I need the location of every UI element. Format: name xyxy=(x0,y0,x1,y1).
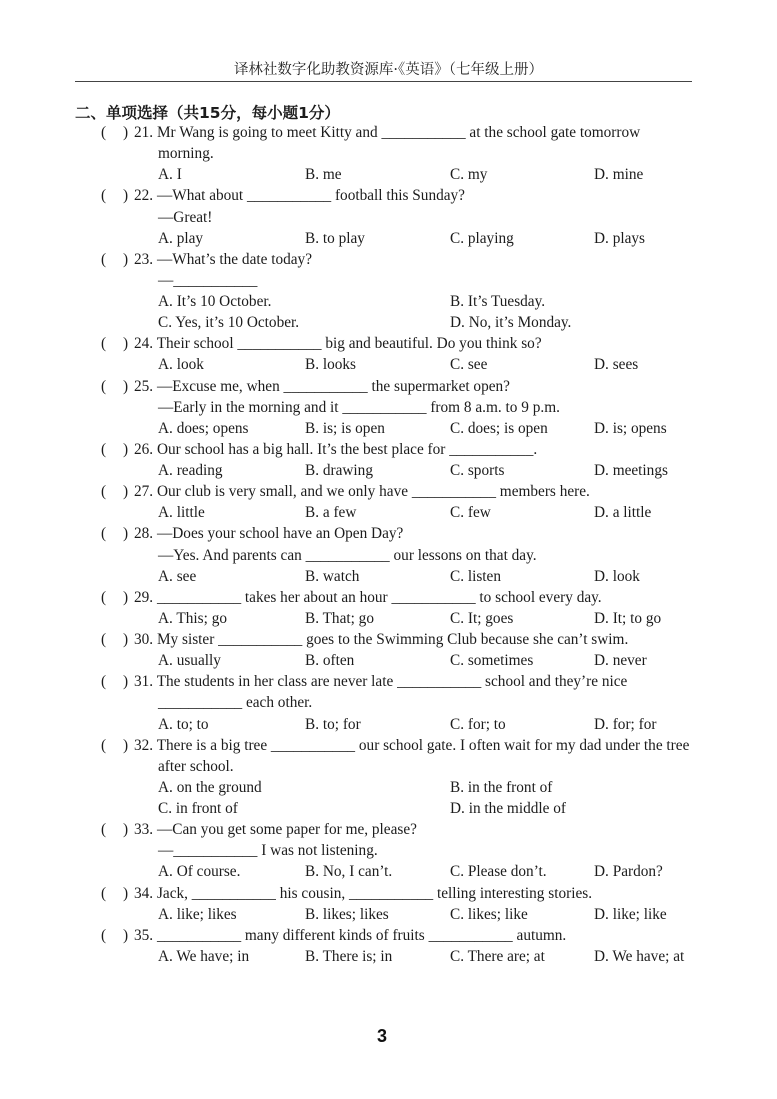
option-c: C. Please don’t. xyxy=(450,863,547,881)
answer-bracket-close: ) xyxy=(123,483,129,501)
question-head xyxy=(134,587,602,608)
question-stem-continuation: —Early in the morning and it ___________ from 8 a.m. to 9 p.m. xyxy=(158,398,560,416)
answer-bracket-open: ( xyxy=(101,335,107,353)
answer-bracket-open: ( xyxy=(101,124,107,141)
answer-bracket-open: ( xyxy=(101,377,107,395)
answer-bracket-open: ( xyxy=(101,187,107,205)
header-divider xyxy=(75,81,692,82)
options-row xyxy=(0,164,777,185)
option-a: A. I xyxy=(158,166,182,184)
option-b: B. That; go xyxy=(305,609,374,627)
question-number: 27. xyxy=(134,483,154,501)
option-b: B. watch xyxy=(305,567,360,585)
question-stem: Jack, ___________ his cousin, ___________ telling interesting stories. xyxy=(156,884,593,902)
option-d: D. like; like xyxy=(594,905,667,923)
question-head xyxy=(134,439,537,460)
question-line xyxy=(0,270,777,291)
question-line xyxy=(0,756,777,777)
option-b: B. often xyxy=(305,652,355,670)
question-list xyxy=(0,122,777,967)
answer-bracket-close: ) xyxy=(123,335,129,353)
question-21 xyxy=(0,122,777,185)
question-stem-continuation: after school. xyxy=(158,757,234,775)
question-31 xyxy=(0,671,777,734)
answer-bracket-close: ) xyxy=(123,884,129,902)
question-number: 31. xyxy=(134,673,154,691)
question-line xyxy=(0,249,777,270)
question-stem-continuation: morning. xyxy=(158,145,214,163)
question-stem: Their school ___________ big and beautiful. Do you think so? xyxy=(156,335,542,353)
question-stem: Our school has a big hall. It’s the best place for ___________. xyxy=(156,440,538,458)
question-stem: —What’s the date today? xyxy=(156,250,312,268)
options-row xyxy=(0,228,777,249)
question-line xyxy=(0,207,777,228)
answer-bracket-close: ) xyxy=(123,588,129,606)
question-line xyxy=(0,545,777,566)
section-title: 二、单项选择（共15分，每小题1分） xyxy=(75,104,340,122)
question-number: 22. xyxy=(134,187,154,205)
options-row xyxy=(0,291,777,312)
options-row xyxy=(0,354,777,375)
question-line xyxy=(0,481,777,502)
answer-bracket-open: ( xyxy=(101,588,107,606)
option-d: D. plays xyxy=(594,229,645,247)
question-stem: —Can you get some paper for me, please? xyxy=(156,821,417,839)
option-c: C. few xyxy=(450,504,491,522)
question-number: 32. xyxy=(134,736,154,754)
question-26 xyxy=(0,439,777,481)
option-a: A. see xyxy=(158,567,197,585)
question-27 xyxy=(0,481,777,523)
option-c: C. in front of xyxy=(158,800,238,817)
question-line xyxy=(0,333,777,354)
options-row xyxy=(0,650,777,671)
answer-bracket-close: ) xyxy=(123,631,129,648)
question-number: 30. xyxy=(134,631,154,648)
option-d: D. look xyxy=(594,567,640,585)
question-29 xyxy=(0,587,777,629)
options-row xyxy=(0,861,777,882)
options-row xyxy=(0,460,777,481)
question-23 xyxy=(0,249,777,334)
option-c: C. playing xyxy=(450,229,514,247)
option-b: B. There is; in xyxy=(305,947,393,965)
question-34 xyxy=(0,883,777,925)
question-32 xyxy=(0,735,777,820)
options-row xyxy=(0,777,777,798)
question-line xyxy=(0,376,777,397)
question-line xyxy=(0,819,777,840)
question-head xyxy=(134,376,510,397)
option-a: A. usually xyxy=(158,652,221,670)
option-a: A. play xyxy=(158,229,204,247)
question-number: 21. xyxy=(134,124,154,141)
option-d: D. in the middle of xyxy=(450,800,566,817)
option-d: D. No, it’s Monday. xyxy=(450,314,572,332)
question-stem-continuation: —___________ xyxy=(158,271,258,289)
question-line xyxy=(0,735,777,756)
answer-bracket-open: ( xyxy=(101,483,107,501)
question-number: 25. xyxy=(134,377,154,395)
answer-bracket-open: ( xyxy=(101,250,107,268)
option-c: C. does; is open xyxy=(450,419,548,437)
option-b: B. to; for xyxy=(305,715,361,733)
question-stem: The students in her class are never late ___________ school and they’re nice xyxy=(156,673,628,691)
page-number: 3 xyxy=(376,1026,387,1046)
question-line xyxy=(0,587,777,608)
question-head xyxy=(134,735,689,756)
option-b: B. a few xyxy=(305,504,357,522)
answer-bracket-open: ( xyxy=(101,884,107,902)
option-d: D. meetings xyxy=(594,462,668,479)
question-30 xyxy=(0,629,777,671)
answer-bracket-close: ) xyxy=(123,124,129,141)
question-head xyxy=(134,122,640,143)
question-stem-continuation: —___________ I was not listening. xyxy=(158,842,378,860)
options-row xyxy=(0,946,777,967)
question-stem: —Does your school have an Open Day? xyxy=(156,525,404,543)
answer-bracket-open: ( xyxy=(101,736,107,754)
options-row xyxy=(0,608,777,629)
question-number: 24. xyxy=(134,335,154,353)
option-a: A. look xyxy=(158,356,204,374)
option-d: D. It; to go xyxy=(594,609,662,627)
option-b: B. to play xyxy=(305,229,365,247)
options-row xyxy=(0,566,777,587)
question-stem: ___________ many different kinds of fruits ___________ autumn. xyxy=(156,926,567,944)
option-b: B. is; is open xyxy=(305,419,385,437)
option-b: B. drawing xyxy=(305,462,373,479)
question-line xyxy=(0,883,777,904)
question-line xyxy=(0,523,777,544)
option-c: C. sports xyxy=(450,462,505,479)
option-a: A. little xyxy=(158,504,205,522)
option-b: B. me xyxy=(305,166,342,184)
question-25 xyxy=(0,376,777,439)
option-c: C. my xyxy=(450,166,488,184)
options-row xyxy=(0,312,777,333)
option-d: D. Pardon? xyxy=(594,863,663,881)
answer-bracket-close: ) xyxy=(123,736,129,754)
question-28 xyxy=(0,523,777,586)
answer-bracket-close: ) xyxy=(123,525,129,543)
option-a: A. like; likes xyxy=(158,905,237,923)
option-d: D. a little xyxy=(594,504,652,522)
answer-bracket-close: ) xyxy=(123,926,129,944)
question-stem-continuation: —Great! xyxy=(158,208,213,226)
question-stem-continuation: —Yes. And parents can ___________ our lessons on that day. xyxy=(158,546,537,564)
option-a: A. Of course. xyxy=(158,863,241,881)
page-header-title: 译林社数字化助教资源库·《英语》（七年级上册） xyxy=(233,62,544,78)
option-a: A. on the ground xyxy=(158,778,262,796)
question-number: 35. xyxy=(134,926,154,944)
question-number: 29. xyxy=(134,588,154,606)
option-a: A. We have; in xyxy=(158,947,250,965)
answer-bracket-close: ) xyxy=(123,673,129,691)
answer-bracket-open: ( xyxy=(101,440,107,458)
question-number: 26. xyxy=(134,440,154,458)
answer-bracket-close: ) xyxy=(123,377,129,395)
question-head xyxy=(134,629,628,650)
option-a: A. does; opens xyxy=(158,419,249,437)
options-row xyxy=(0,904,777,925)
question-head xyxy=(134,671,627,692)
option-b: B. likes; likes xyxy=(305,905,389,923)
question-number: 34. xyxy=(134,884,154,902)
question-head xyxy=(134,819,417,840)
answer-bracket-close: ) xyxy=(123,187,129,205)
question-head xyxy=(134,333,542,354)
question-stem: —What about ___________ football this Sunday? xyxy=(156,187,465,205)
option-a: A. to; to xyxy=(158,715,209,733)
option-a: A. reading xyxy=(158,462,223,479)
options-row xyxy=(0,798,777,819)
question-head xyxy=(134,481,590,502)
question-line xyxy=(0,185,777,206)
question-stem: ___________ takes her about an hour ___________ to school every day. xyxy=(156,588,602,606)
answer-bracket-close: ) xyxy=(123,440,129,458)
option-c: C. There are; at xyxy=(450,947,545,965)
options-row xyxy=(0,714,777,735)
options-row xyxy=(0,502,777,523)
question-stem-continuation: ___________ each other. xyxy=(158,694,313,712)
question-stem: Mr Wang is going to meet Kitty and ___________ at the school gate tomorrow xyxy=(156,124,641,141)
option-d: D. never xyxy=(594,652,647,670)
question-head xyxy=(134,249,312,270)
option-c: C. Yes, it’s 10 October. xyxy=(158,314,300,332)
question-number: 28. xyxy=(134,525,154,543)
option-c: C. see xyxy=(450,356,488,374)
answer-bracket-open: ( xyxy=(101,525,107,543)
answer-bracket-open: ( xyxy=(101,821,107,839)
question-line xyxy=(0,143,777,164)
question-line xyxy=(0,692,777,713)
option-b: B. It’s Tuesday. xyxy=(450,293,546,310)
option-a: A. This; go xyxy=(158,609,227,627)
option-c: C. listen xyxy=(450,567,501,585)
option-c: C. for; to xyxy=(450,715,506,733)
question-line xyxy=(0,629,777,650)
question-head xyxy=(134,185,465,206)
question-line xyxy=(0,925,777,946)
question-stem: My sister ___________ goes to the Swimming Club because she can’t swim. xyxy=(156,631,629,648)
option-c: C. sometimes xyxy=(450,652,534,670)
answer-bracket-open: ( xyxy=(101,673,107,691)
question-24 xyxy=(0,333,777,375)
question-number: 23. xyxy=(134,250,154,268)
answer-bracket-close: ) xyxy=(123,821,129,839)
option-b: B. No, I can’t. xyxy=(305,863,393,881)
question-35 xyxy=(0,925,777,967)
options-row xyxy=(0,418,777,439)
question-stem: There is a big tree ___________ our school gate. I often wait for my dad under the tree xyxy=(156,736,690,754)
option-d: D. for; for xyxy=(594,715,657,733)
question-line xyxy=(0,840,777,861)
question-stem: —Excuse me, when ___________ the supermarket open? xyxy=(156,377,510,395)
question-22 xyxy=(0,185,777,248)
question-head xyxy=(134,523,403,544)
option-d: D. is; opens xyxy=(594,419,667,437)
answer-bracket-close: ) xyxy=(123,250,129,268)
question-line xyxy=(0,397,777,418)
question-line xyxy=(0,671,777,692)
question-line xyxy=(0,439,777,460)
option-b: B. in the front of xyxy=(450,778,553,796)
question-head xyxy=(134,883,592,904)
option-d: D. mine xyxy=(594,166,644,184)
question-head xyxy=(134,925,566,946)
option-d: D. sees xyxy=(594,356,639,374)
option-d: D. We have; at xyxy=(594,947,685,965)
option-c: C. It; goes xyxy=(450,609,514,627)
option-b: B. looks xyxy=(305,356,356,374)
answer-bracket-open: ( xyxy=(101,926,107,944)
option-c: C. likes; like xyxy=(450,905,528,923)
question-number: 33. xyxy=(134,821,154,839)
question-stem: Our club is very small, and we only have ___________ members here. xyxy=(156,483,590,501)
question-33 xyxy=(0,819,777,882)
answer-bracket-open: ( xyxy=(101,631,107,648)
question-line xyxy=(0,122,777,143)
option-a: A. It’s 10 October. xyxy=(158,293,272,310)
